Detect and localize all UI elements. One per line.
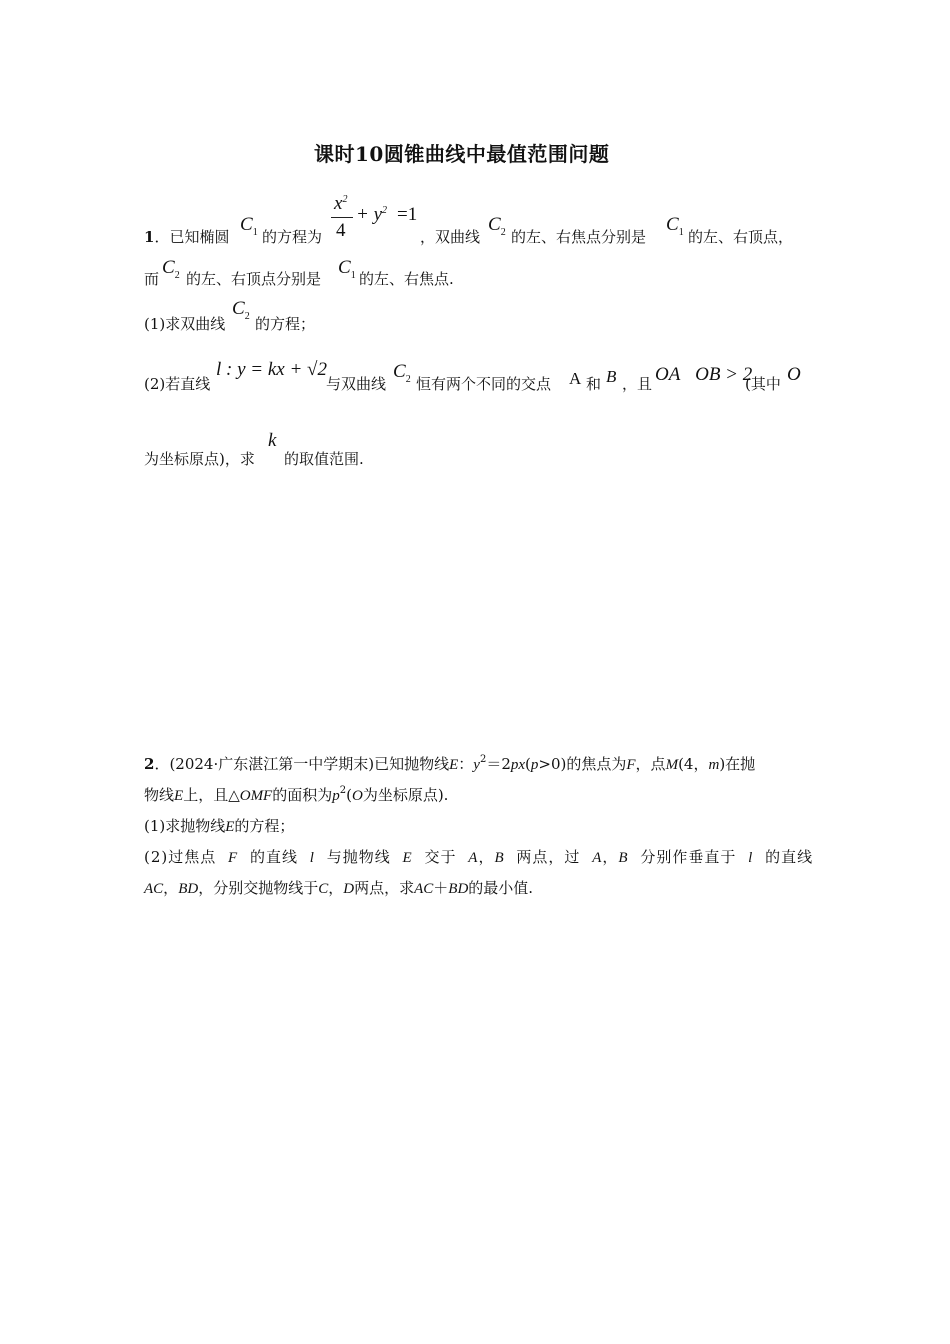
q2-line1: 2．(2024·广东湛江第一中学期末)已知抛物线E：$y^2=2px(p>0)$的焦点为F，点M(4，m)在抛: [144, 754, 756, 773]
q1-c2-symbol-3: $C_2$: [232, 298, 250, 322]
q1-c2-symbol-4: $C_2$: [393, 361, 411, 385]
q1-text-and: 而: [144, 270, 160, 288]
q1-point-b: B: [606, 367, 617, 386]
q1-line-equation: l : y = kx + √2: [216, 359, 327, 380]
q1-text-vertices-are: 的左、右顶点分别是: [186, 270, 322, 288]
q1-point-a: A: [569, 369, 582, 388]
q2-part2: (2)过焦点 F 的直线 l 与抛物线 E 交于 A，B 两点，过 A，B 分别作垂直于 l 的直线: [144, 848, 814, 866]
q1-part2-start: (2)若直线: [144, 375, 211, 393]
q1-fraction-bar: [331, 217, 353, 218]
q1-eq-y-term: + $y^2$: [356, 204, 388, 225]
q1-dot-product: OA⃗OB > 2: [655, 364, 753, 385]
q1-c2-symbol-2: $C_2$: [162, 257, 180, 281]
q1-text-hyperbola: ，双曲线: [420, 228, 481, 246]
q1-part2-hyperbola: 与双曲线: [326, 375, 387, 393]
q2-part1: (1)求抛物线E的方程；: [144, 817, 295, 835]
page-title: 课时10圆锥曲线中最值范围问题: [314, 142, 610, 166]
q1-text-and-2: 和: [586, 375, 602, 393]
q1-text-and-3: ，且: [622, 375, 653, 393]
q1-range-text: 的取值范围.: [284, 450, 364, 468]
q1-part2-intersect: 恒有两个不同的交点: [416, 375, 552, 393]
q1-number: 1: [144, 228, 155, 246]
q1-text-foci-end: 的左、右焦点.: [359, 270, 454, 288]
q1-text-equation-of: 的方程为: [262, 228, 323, 246]
q1-c1-symbol-3: $C_1$: [338, 257, 356, 281]
q1-part1: (1)求双曲线: [144, 315, 226, 333]
q1-origin-text: 为坐标原点)，求: [144, 450, 255, 468]
q1-k-symbol: k: [268, 430, 277, 451]
q1-text-where: (其中: [745, 375, 781, 393]
q2-line2: 物线E上，且△OMF的面积为$p^2(O$为坐标原点).: [144, 785, 449, 804]
q1-text-foci: 的左、右焦点分别是: [511, 228, 647, 246]
q1-frac-numerator: $x^2$: [334, 193, 348, 214]
q2-line5: AC，BD，分别交抛物线于C，D两点，求AC＋BD的最小值.: [144, 879, 534, 897]
q1-origin-o: O: [787, 364, 801, 385]
q1-part1-end: 的方程；: [255, 315, 316, 333]
q2-number: 2: [144, 755, 155, 773]
q1-text-vertices: 的左、右顶点，: [688, 228, 794, 246]
q1-eq-equals-one: =1: [397, 204, 418, 225]
q1-frac-denominator: 4: [336, 220, 346, 241]
q1-c1-symbol-2: $C_1$: [666, 214, 684, 238]
q1-c2-symbol: $C_2$: [488, 214, 506, 238]
q1-c1-symbol: $C_1$: [240, 214, 258, 238]
q1-line1: 1．已知椭圆: [144, 228, 230, 246]
